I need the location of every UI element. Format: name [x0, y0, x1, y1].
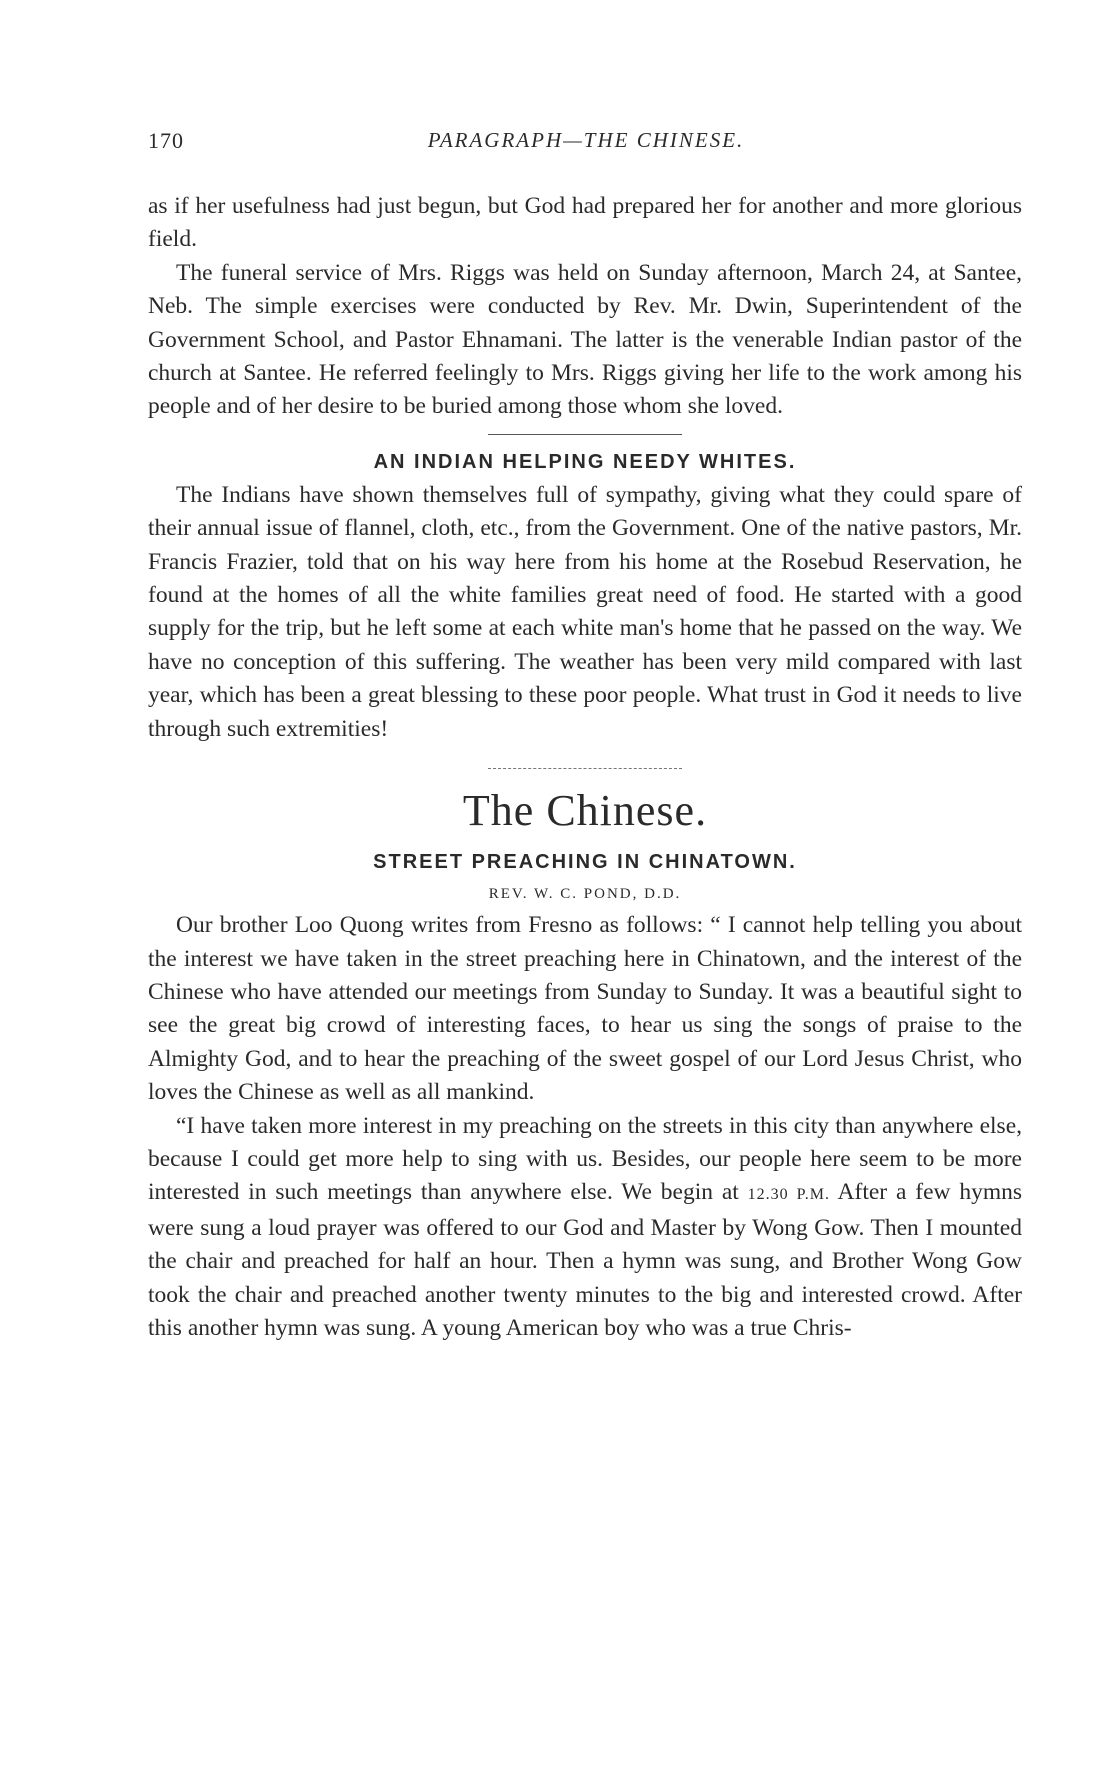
article-paragraph-chinese-1: Our brother Loo Quong writes from Fresno as follows: “ I cannot help telling you about the interest we have taken in the street preaching here in Chinatown, and the interest of the Chinese who have attended our meetings from Sunday to Sunday. It was a beautiful sight to see the great big crowd of interesting faces, to hear us sing the songs of praise to the Almighty God, and to hear the preaching of the sweet gospel of our Lord Jesus Christ, who loves the Chinese as well as all mankind.	[148, 912, 1022, 1106]
section-title-chinese: The Chinese.	[462, 786, 708, 836]
article-heading-street-preaching: STREET PREACHING IN CHINATOWN.	[373, 851, 797, 874]
running-title: PARAGRAPH—THE CHINESE.	[427, 128, 745, 152]
page-number: 170	[148, 128, 184, 153]
continuation-paragraph-2: The funeral service of Mrs. Riggs was held on Sunday afternoon, March 24, at Santee, Neb. The simple exercises were conducted by Rev. Mr. Dwin, Superintendent of the Government School, and Pastor Ehnamani. The latter is the venerable Indian pastor of the church at Santee. He referred feelingly to Mrs. Riggs giving her life to the work among his people and of her desire to be buried among those whom she loved.	[148, 259, 1022, 420]
continuation-paragraph-1: as if her usefulness had just begun, but God had prepared her for another and more glorious field.	[148, 193, 1022, 253]
section-divider-dashed	[488, 768, 682, 769]
article-paragraph-chinese-2	[148, 1110, 1022, 1346]
article-heading-indian: AN INDIAN HELPING NEEDY WHITES.	[373, 450, 797, 473]
meeting-time: 12.30 P.M.	[747, 1186, 830, 1204]
paragraph-text-part-1: “I have taken more interest in my preaching on the streets in this city than anywhere else, because I could get more help to sing with us. Besides, our people here seem to be more interested in such meetings than anywhere else. We begin at	[148, 1112, 1022, 1206]
section-divider	[488, 434, 682, 435]
page-header	[148, 128, 1024, 162]
author-byline: REV. W. C. POND, D.D.	[488, 886, 682, 903]
text-column	[148, 190, 1022, 1345]
paragraph-text-part-2: After a few hymns were sung a loud prayer was offered to our God and Master by Wong Gow. Then I mounted the chair and preached for half an hour. Then a hymn was sung, and Brother Wong Gow took the chair and preached another twenty minutes to the big and interested crowd. After this another hymn was sung. A young American boy who was a true Chris-	[148, 1179, 1022, 1341]
article-paragraph-indian: The Indians have shown themselves full of sympathy, giving what they could spare of their annual issue of flannel, cloth, etc., from the Government. One of the native pastors, Mr. Francis Frazier, told that on his way here from his home at the Rosebud Reservation, he found at the homes of all the white families great need of food. He started with a good supply for the trip, but he left some at each white man's home that he passed on the way. We have no conception of this suffering. The weather has been very mild compared with last year, which has been a great blessing to these poor people. What trust in God it needs to live through such extremities!	[148, 481, 1022, 742]
